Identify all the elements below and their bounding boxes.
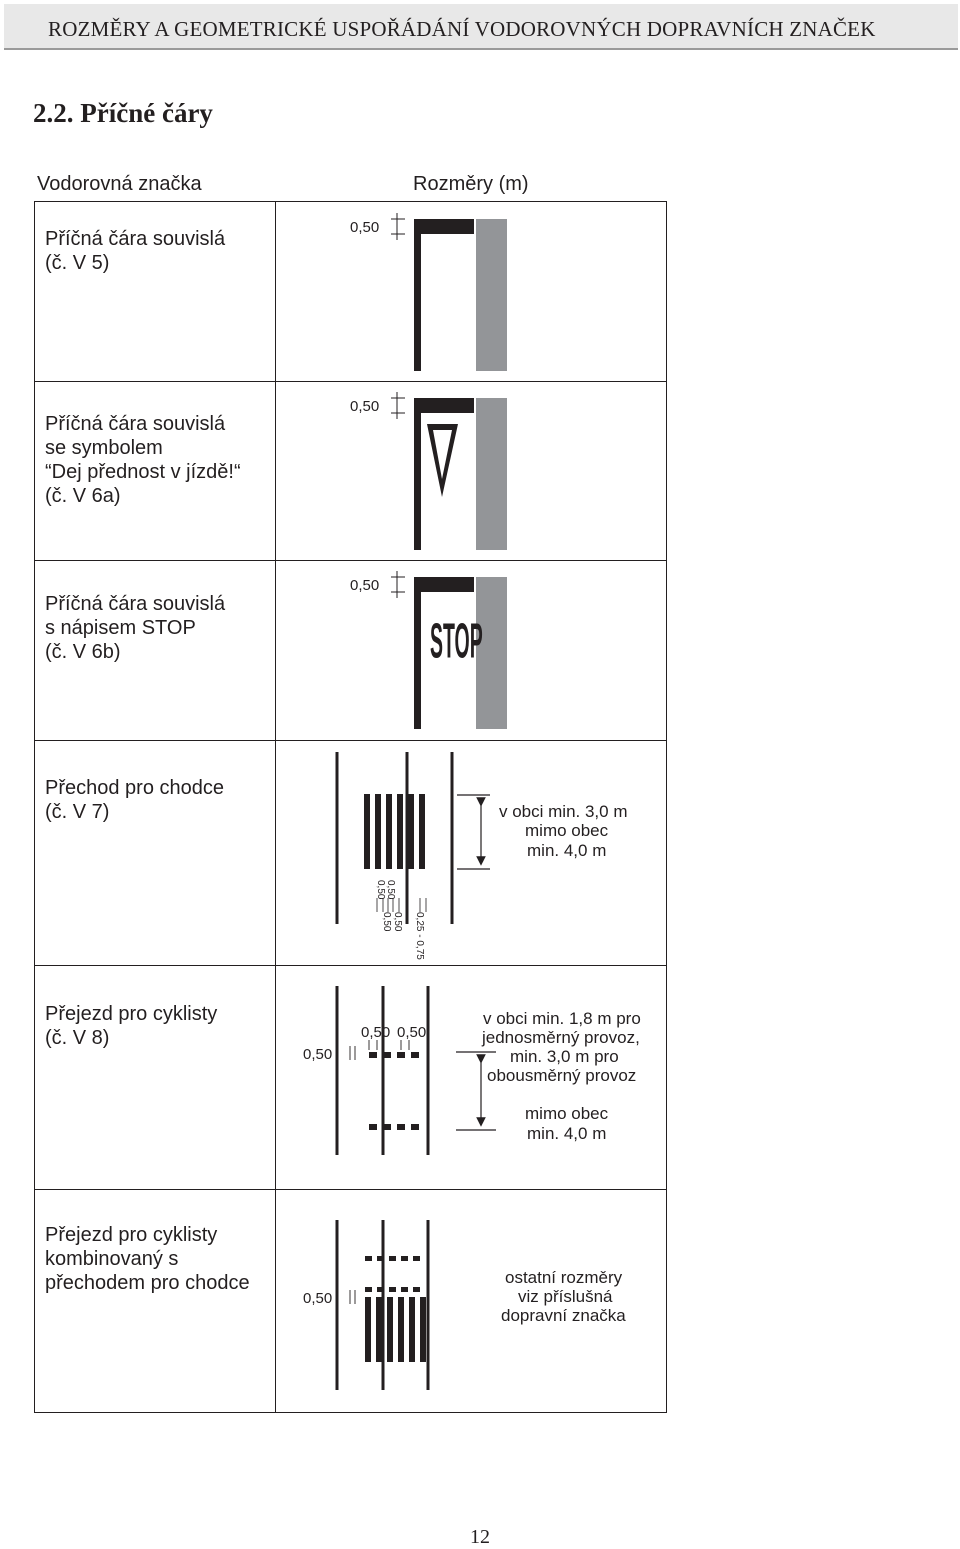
section-title: 2.2. Příčné čáry: [33, 98, 213, 128]
dimension-note: v obci min. 1,8 m pro: [483, 1009, 641, 1028]
dimension-note: min. 4,0 m: [527, 1124, 607, 1143]
stripe-dim-label: 0,50: [385, 880, 396, 900]
row-label-v5: Příčná čára souvislá (č. V 5): [45, 228, 226, 274]
kerb-line: [414, 219, 421, 371]
dimension-label: 0,50: [397, 1024, 427, 1041]
road-lane: [476, 219, 507, 371]
stop-line: [414, 577, 474, 592]
dimension-label: 0,50: [350, 219, 380, 236]
dimension-label: 0,50: [303, 1290, 333, 1307]
dimension-label: 0,50: [303, 1046, 333, 1063]
dimension-note: min. 3,0 m pro: [510, 1047, 619, 1066]
gap-dim-label: 0,50: [392, 912, 403, 932]
stop-line: [414, 219, 474, 234]
row-label-v6a: Příčná čára souvislá se symbolem “Dej přednost v jízdě!“ (č. V 6a): [45, 413, 241, 507]
row-label-v7: Přechod pro chodce (č. V 7): [45, 777, 225, 823]
diagram-v6a: [350, 392, 507, 550]
kerb-line: [414, 577, 421, 729]
dimension-note: obousměrný provoz: [487, 1066, 637, 1085]
column-header-dimensions: Rozměry (m): [413, 173, 529, 195]
stop-line: [414, 398, 474, 413]
stripe-dim-label: 0,50: [375, 880, 386, 900]
dimension-note: jednosměrný provoz,: [482, 1028, 640, 1047]
dimension-mark: [391, 213, 405, 240]
stop-text: STOP: [430, 612, 483, 668]
dimension-label: 0,50: [350, 398, 380, 415]
dash-dim-ticks: [350, 1290, 355, 1304]
diagram-v8: [303, 986, 641, 1155]
row-label-v8: Přejezd pro cyklisty (č. V 8): [45, 1003, 218, 1049]
dimension-mark: [391, 392, 405, 419]
diagram-v8-combined: [303, 1220, 626, 1390]
dimension-note: dopravní značka: [501, 1306, 626, 1325]
dimension-label: 0,50: [361, 1024, 391, 1041]
page-number: 12: [470, 1526, 490, 1548]
dimension-mark: [391, 571, 405, 598]
diagram-v6b: [350, 571, 507, 729]
zebra-stripes: [364, 794, 425, 869]
diagram-v7: [337, 752, 628, 960]
cycle-crossing-dashes: [369, 1052, 419, 1130]
row-label-v8-combined: Přejezd pro cyklisty kombinovaný s přechodem pro chodce: [45, 1224, 250, 1294]
kerb-line: [414, 398, 421, 550]
dimension-note: mimo obec: [525, 821, 609, 840]
dimension-note: mimo obec: [525, 1104, 609, 1123]
dimension-note: viz příslušná: [518, 1287, 613, 1306]
edge-dim-label: 0,25 - 0,75: [414, 912, 425, 960]
width-arrow: [457, 795, 490, 869]
dimension-note: v obci min. 3,0 m: [499, 802, 628, 821]
stripe-dim-ticks: [377, 898, 426, 912]
zebra-stripes: [365, 1297, 426, 1362]
diagram-v5: [350, 213, 507, 371]
road-lane: [476, 398, 507, 550]
gap-dim-label: 0,50: [381, 912, 392, 932]
page-header-title: ROZMĚRY A GEOMETRICKÉ USPOŘÁDÁNÍ VODOROVNÝCH DOPRAVNÍCH ZNAČEK: [48, 17, 876, 41]
width-arrow: [456, 1052, 496, 1130]
dimension-label: 0,50: [350, 577, 380, 594]
cycle-crossing-dashes: [365, 1256, 420, 1292]
dimension-note: min. 4,0 m: [527, 841, 607, 860]
dimension-note: ostatní rozměry: [505, 1268, 623, 1287]
row-label-v6b: Příčná čára souvislá s nápisem STOP (č. V 6b): [45, 593, 226, 663]
column-header-sign: Vodorovná značka: [37, 173, 202, 195]
